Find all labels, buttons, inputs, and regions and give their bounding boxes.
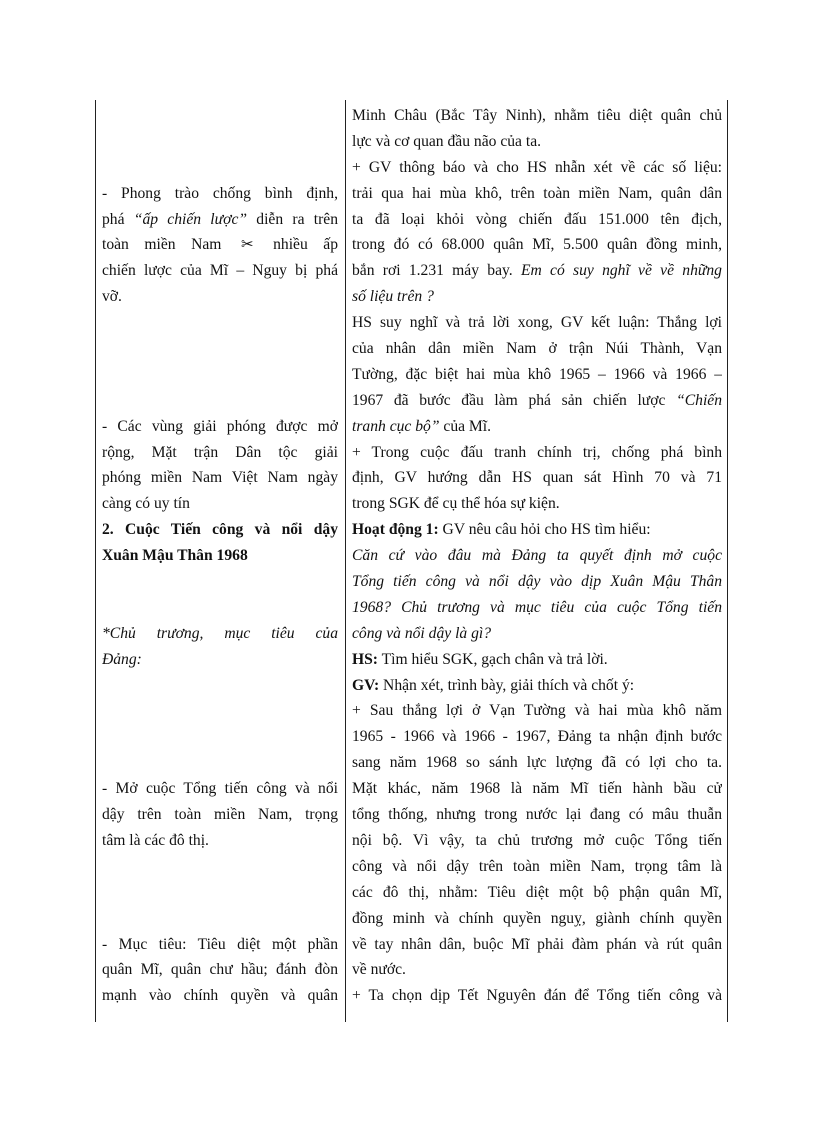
activity-text-line: của nhân dân miền Nam ở trận Núi Thành, Vạn <box>352 340 722 358</box>
campaign-text-line: vỡ. <box>102 288 122 306</box>
question-line: Tổng tiến công và nổi dậy vào dịp Xuân Mậu Thân <box>352 573 722 591</box>
blank-line <box>102 595 338 621</box>
explanation-line: công và nổi dậy trên toàn miền Nam, trọng tâm là <box>352 857 722 875</box>
activity-text-line: 1967 đã bước đầu làm phá sản chiến lược “Chiến <box>352 391 722 409</box>
liberated-zone-line: càng có uy tín <box>102 495 190 513</box>
blank-line <box>102 854 338 880</box>
explanation-line: sang năm 1968 so sánh lực lượng đã có lợi cho ta. <box>352 754 722 772</box>
objective-text-line: - Mục tiêu: Tiêu diệt một phần <box>102 935 338 953</box>
explanation-line: về tay nhân dân, buộc Mĩ phải đàm phán và rút quân <box>352 935 722 953</box>
blank-line <box>102 362 338 388</box>
objective-text-line: quân Mĩ, quân chư hầu; đánh đòn <box>102 961 338 979</box>
activity-text-line: định, GV hướng dẫn HS quan sát Hình 70 và 71 <box>352 469 722 487</box>
liberated-zone-line: - Các vùng giải phóng được mở <box>102 417 338 435</box>
explanation-line: Mặt khác, năm 1968 là năm Mĩ tiến hành bầu cử <box>352 780 722 798</box>
explanation-line: tổng thống, nhưng trong nước lại đang có mâu thuẫn <box>352 806 722 824</box>
activity-text-line: trong đó có 68.000 quân Mĩ, 5.500 quân đồng minh, <box>352 236 722 254</box>
activity-text-line: trong SGK để cụ thể hóa sự kiện. <box>352 495 560 513</box>
question-line: 1968? Chủ trương và mục tiêu của cuộc Tổng tiến <box>352 598 722 616</box>
campaign-text-line: phá “ấp chiến lược” diễn ra trên <box>102 210 338 228</box>
explanation-line: nội bộ. Vì vậy, ta chủ trương mở cuộc Tổng tiến <box>352 831 722 849</box>
left-column <box>102 103 338 1009</box>
scissors-icon: ✂ <box>240 235 254 254</box>
blank-line <box>102 103 338 129</box>
table-border-left <box>95 100 96 1022</box>
policy-subheading: Đảng: <box>102 650 142 668</box>
activity-text-line: + Trong cuộc đấu tranh chính trị, chống phá bình <box>352 443 722 461</box>
explanation-line: các đô thị, nhằm: Tiêu diệt một bộ phận quân Mĩ, <box>352 883 722 901</box>
explanation-line: về nước. <box>352 961 406 979</box>
policy-text-line: tâm là các đô thị. <box>102 831 209 849</box>
explanation-line: + Ta chọn dịp Tết Nguyên đán để Tổng tiến công và <box>352 987 722 1005</box>
campaign-text-line: chiến lược của Mĩ – Nguy bị phá <box>102 262 338 280</box>
activity-text-line: + GV thông báo và cho HS nhẫn xét về các số liệu: <box>352 158 722 176</box>
blank-line <box>102 880 338 906</box>
policy-subheading: *Chủ trương, mục tiêu của <box>102 624 338 642</box>
policy-text-line: dậy trên toàn miền Nam, trọng <box>102 806 338 824</box>
blank-line <box>102 155 338 181</box>
activity-text-line: bắn rơi 1.231 máy bay. Em có suy nghĩ về về những <box>352 262 722 280</box>
blank-line <box>102 906 338 932</box>
activity-text-line: Tường, đặc biệt hai mùa khô 1965 – 1966 và 1966 – <box>352 365 722 383</box>
policy-text-line: - Mở cuộc Tổng tiến công và nổi <box>102 780 338 798</box>
teacher-task-line: GV: Nhận xét, trình bày, giải thích và chốt ý: <box>352 676 635 694</box>
blank-line <box>102 388 338 414</box>
blank-line <box>102 336 338 362</box>
section-heading: Xuân Mậu Thân 1968 <box>102 547 248 565</box>
table-border-right <box>727 100 728 1022</box>
activity-heading: Hoạt động 1: GV nêu câu hỏi cho HS tìm hiểu: <box>352 521 651 539</box>
right-column <box>352 103 722 1009</box>
section-heading: 2. Cuộc Tiến công và nổi dậy <box>102 521 338 539</box>
blank-line <box>102 129 338 155</box>
explanation-line: 1965 - 1966 và 1966 - 1967, Đảng ta nhận định bước <box>352 728 722 746</box>
blank-line <box>102 724 338 750</box>
student-task-line: HS: Tìm hiểu SGK, gạch chân và trả lời. <box>352 650 608 668</box>
explanation-line: đồng minh và chính quyền nguỵ, giành chính quyền <box>352 909 722 927</box>
activity-text-line: số liệu trên ? <box>352 288 434 306</box>
blank-line <box>102 310 338 336</box>
liberated-zone-line: rộng, Mặt trận Dân tộc giải <box>102 443 338 461</box>
liberated-zone-line: phóng miền Nam Việt Nam ngày <box>102 469 338 487</box>
blank-line <box>102 750 338 776</box>
activity-text-line: Minh Châu (Bắc Tây Ninh), nhằm tiêu diệt quân chủ <box>352 107 722 124</box>
blank-line <box>102 569 338 595</box>
explanation-line: + Sau thắng lợi ở Vạn Tường và hai mùa khô năm <box>352 702 722 720</box>
campaign-text-line: - Phong trào chống bình định, <box>102 184 338 202</box>
activity-text-line: ta đã loại khỏi vòng chiến đấu 151.000 tên địch, <box>352 210 722 228</box>
objective-text-line: mạnh vào chính quyền và quân <box>102 987 338 1005</box>
activity-text-line: trải qua hai mùa khô, trên toàn miền Nam, quân dân <box>352 184 722 202</box>
activity-text-line: tranh cục bộ” của Mĩ. <box>352 417 492 435</box>
question-line: công và nổi dậy là gì? <box>352 624 492 642</box>
blank-line <box>102 698 338 724</box>
activity-text-line: HS suy nghĩ và trả lời xong, GV kết luận: Thắng lợi <box>352 314 722 332</box>
blank-line <box>102 673 338 699</box>
table-border-middle <box>345 100 346 1022</box>
activity-text-line: lực và cơ quan đầu não của ta. <box>352 132 542 150</box>
question-line: Căn cứ vào đâu mà Đảng ta quyết định mở cuộc <box>352 547 722 565</box>
campaign-text-line: toàn miền Nam ✂ nhiều ấp <box>102 235 338 254</box>
